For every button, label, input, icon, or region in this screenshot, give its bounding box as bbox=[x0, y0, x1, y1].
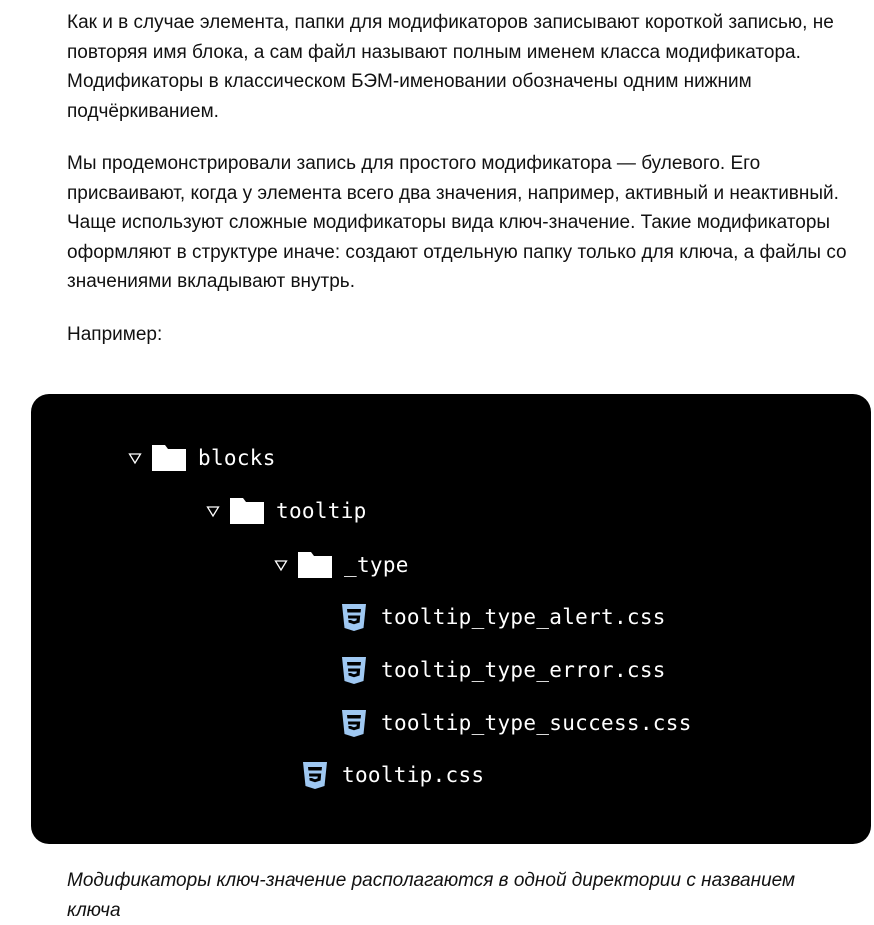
tree-item-label: tooltip_type_error.css bbox=[381, 658, 666, 682]
figure-caption: Модификаторы ключ-значение располагаются в одной директории с названием ключа bbox=[67, 870, 796, 921]
tree-item-label: tooltip_type_alert.css bbox=[381, 605, 666, 629]
css3-icon bbox=[339, 655, 369, 685]
css3-icon bbox=[339, 708, 369, 738]
expand-triangle-icon[interactable] bbox=[206, 504, 220, 518]
css3-icon bbox=[300, 760, 330, 790]
folder-icon bbox=[230, 498, 264, 524]
expand-triangle-icon[interactable] bbox=[274, 558, 288, 572]
file-tree-panel bbox=[31, 394, 871, 844]
expand-triangle-icon[interactable] bbox=[128, 451, 142, 465]
paragraph-key-value-modifiers: Мы продемонстрировали запись для простого модификатора — булевого. Его присваивают, когда у элемента всего два значения, например, активный и неактивный. Чаще используют сложные модификаторы вида ключ-значение. Такие модификаторы оформляют в структуре иначе: создают отдельную папку только для ключа, а файлы со значениями вкладывают внутрь. bbox=[67, 153, 847, 292]
tree-item-file-tooltip[interactable] bbox=[300, 758, 484, 792]
paragraph-example-intro: Например: bbox=[67, 324, 163, 345]
tree-item-blocks[interactable] bbox=[128, 441, 276, 475]
tree-item-label: _type bbox=[344, 553, 409, 577]
tree-item-label: tooltip bbox=[276, 499, 367, 523]
tree-item-file-alert[interactable] bbox=[339, 600, 666, 634]
paragraph-modifier-folders: Как и в случае элемента, папки для модификаторов записывают короткой записью, не повторяя имя блока, а сам файл называют полным именем класса модификатора. Модификаторы в классическом БЭМ-именовании обозначены одним нижним подчёркиванием. bbox=[67, 12, 834, 122]
folder-icon bbox=[298, 552, 332, 578]
tree-item-file-success[interactable] bbox=[339, 706, 692, 740]
tree-item-label: tooltip_type_success.css bbox=[381, 711, 692, 735]
css3-icon bbox=[339, 602, 369, 632]
tree-item-tooltip[interactable] bbox=[206, 494, 367, 528]
folder-icon bbox=[152, 445, 186, 471]
tree-item-file-error[interactable] bbox=[339, 653, 666, 687]
tree-item-label: blocks bbox=[198, 446, 276, 470]
tree-item-type-folder[interactable] bbox=[274, 548, 409, 582]
tree-item-label: tooltip.css bbox=[342, 763, 485, 787]
